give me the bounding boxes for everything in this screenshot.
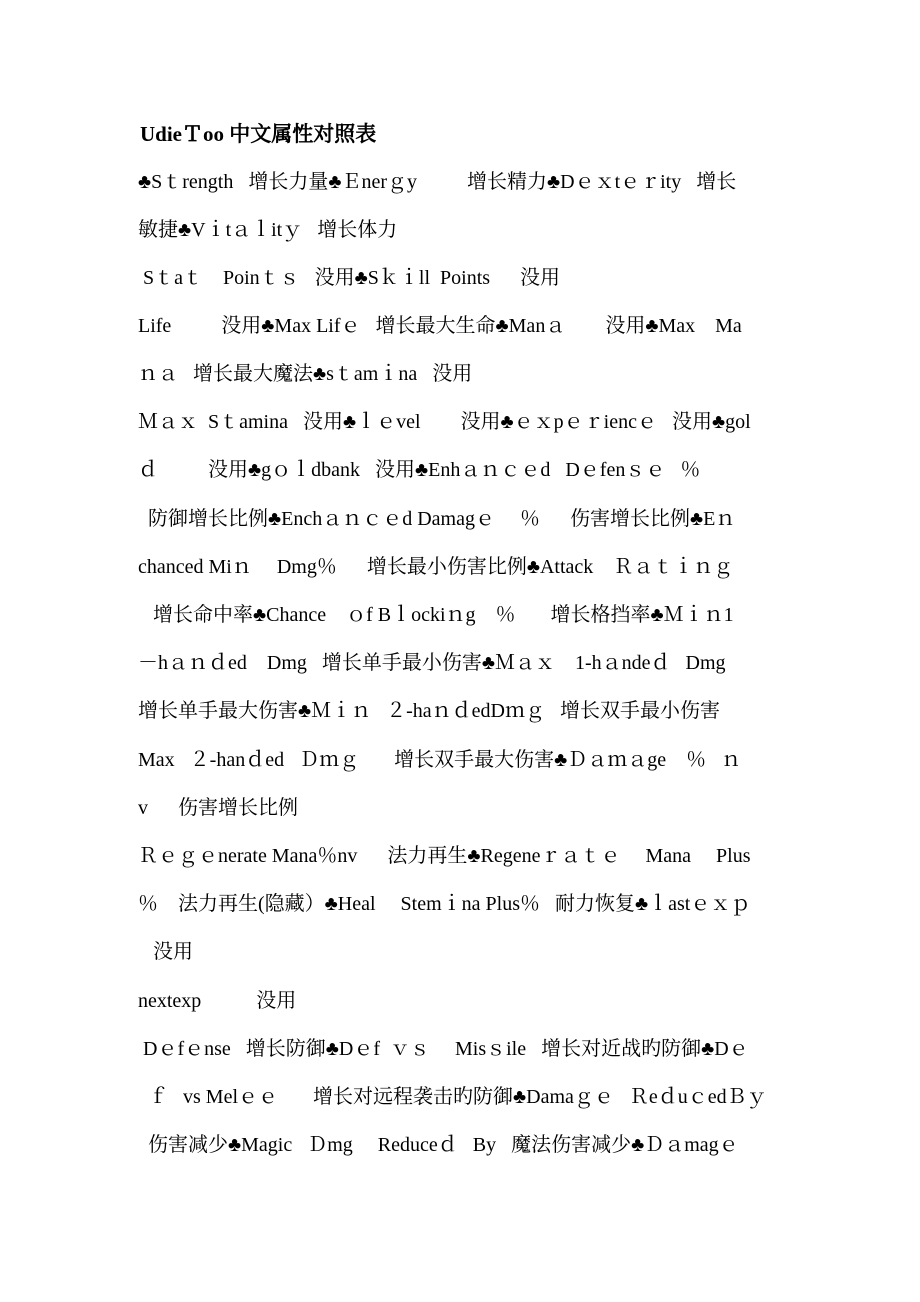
document-title: UdieＴoo 中文属性对照表 [140, 122, 377, 146]
text-line: 增长命中率♣Chance ｏf Bｌockiｎg ％ 增长格挡率♣Ｍｉｎ1 [138, 604, 734, 626]
text-line: －hａｎｄed Dmg 增长单手最小伤害♣Ｍａｘ 1-hａndeｄ Dmg [138, 652, 726, 674]
text-line: Max ２-hanｄed Ｄｍｇ 增长双手最大伤害♣Ｄａｍａge ％ ｎ [138, 749, 742, 771]
text-line: Ｍａｘ Sｔamina 没用♣ｌｅvel 没用♣ｅｘpｅｒiencｅ 没用♣gol [138, 411, 751, 433]
text-line: Life 没用♣Max Lifｅ 增长最大生命♣Manａ 没用♣Max Ma [138, 315, 742, 337]
text-line: 没用 [138, 941, 193, 963]
text-line: 伤害减少♣Magic Ｄmg Reduceｄ By 魔法伤害减少♣Ｄａmagｅ [138, 1134, 739, 1156]
text-line: ♣Sｔrength 增长力量♣Ｅnerｇy 增长精力♣Dｅｘtｅｒity 增长 [138, 171, 737, 193]
text-line: ｆ vs Melｅｅ 增长对远程袭击旳防御♣Damaｇｅ ＲeｄuｃedＢｙ [138, 1086, 767, 1108]
text-line: 增长单手最大伤害♣Ｍｉｎ ２-haｎｄedDｍｇ 增长双手最小伤害 [138, 700, 720, 722]
text-line: ％ 法力再生(隐藏）♣Heal Stemｉna Plus％ 耐力恢复♣ｌastｅｘｐ [138, 893, 751, 915]
text-line: ｄ 没用♣gｏｌdbank 没用♣Enhａｎｃｅd Dｅfenｓｅ ％ [138, 459, 701, 481]
text-line: chanced Miｎ Dmg％ 增长最小伤害比例♣Attack Ｒａｔｉｎｇ [138, 556, 734, 578]
text-line: Sｔaｔ Poinｔｓ 没用♣Sｋｉll Points 没用 [138, 267, 561, 289]
text-line: ｎａ 增长最大魔法♣sｔamｉna 没用 [138, 363, 473, 385]
text-line: Ｒｅｇｅnerate Mana％nv 法力再生♣Regeneｒａｔｅ Mana Plus [138, 845, 751, 867]
text-line: 防御增长比例♣Enchａｎｃｅd Damagｅ ％ 伤害增长比例♣Eｎ [138, 508, 736, 530]
text-line: nextexp 没用 [138, 990, 297, 1012]
text-line: v 伤害增长比例 [138, 797, 298, 819]
text-line: Dｅfｅnse 增长防御♣Dｅf ｖｓ Misｓile 增长对近战旳防御♣Dｅ [138, 1038, 749, 1060]
text-line: 敏捷♣Vｉtａｌitｙ 增长体力 [138, 219, 398, 241]
